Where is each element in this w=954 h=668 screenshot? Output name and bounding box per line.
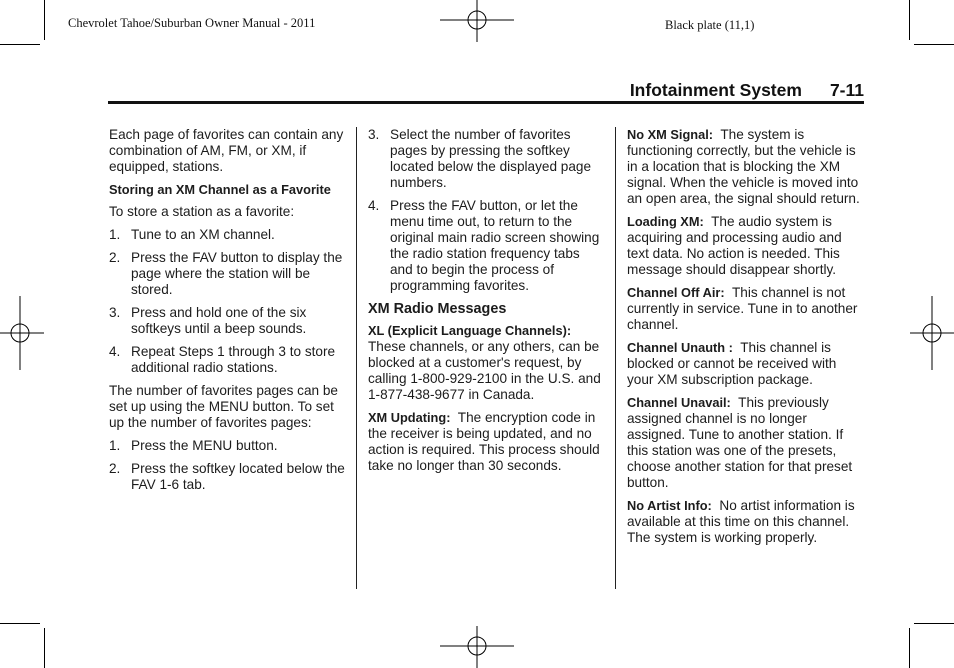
message-label: XM Updating: <box>368 410 451 425</box>
message-text: The audio system is acquiring and processing audio and text data. No action is needed. This message should disappear shortly. <box>627 214 842 277</box>
list-item <box>109 305 345 337</box>
message-entry <box>368 410 606 474</box>
registration-mark-left <box>0 296 44 370</box>
step-text: Repeat Steps 1 through 3 to store additional radio stations. <box>131 344 336 375</box>
message-text: The encryption code in the receiver is being updated, and no action is required. This process should take no longer than 30 seconds. <box>368 410 600 473</box>
message-text: No artist information is available at this time on this channel. The system is working properly. <box>627 498 855 545</box>
crop-mark <box>44 0 45 40</box>
step-text: Press the softkey located below the FAV 1-6 tab. <box>131 461 345 492</box>
step-text: Select the number of favorites pages by pressing the softkey located below the displayed page numbers. <box>390 127 592 190</box>
step-number: 2. <box>109 250 121 265</box>
doc-title: Chevrolet Tahoe/Suburban Owner Manual - 2011 <box>68 16 316 30</box>
step-list <box>109 438 345 493</box>
message-entry <box>627 498 865 546</box>
column-2 <box>368 127 606 481</box>
plate-label: Black plate (11,1) <box>665 18 755 32</box>
step-number: 4. <box>368 198 380 213</box>
message-label: No Artist Info: <box>627 498 712 513</box>
list-item <box>109 250 345 298</box>
section-header <box>108 80 864 102</box>
message-entry <box>627 395 865 491</box>
message-entry <box>627 127 865 207</box>
message-text: The system is functioning correctly, but the vehicle is in a location that is blocking the XM signal. When the vehicle is moved into an open area, the signal should return. <box>627 127 860 206</box>
column-1 <box>109 127 345 500</box>
message-text: This previously assigned channel is no longer assigned. Tune to another station. If this station was one of the presets, choose another station for that preset button. <box>627 395 853 490</box>
page-number: 7-11 <box>829 80 864 100</box>
section-title: Infotainment System <box>629 80 802 100</box>
message-entry <box>627 285 865 333</box>
column-3 <box>627 127 865 553</box>
registration-mark-right <box>910 296 954 370</box>
message-label: Channel Off Air: <box>627 285 725 300</box>
list-item <box>368 198 606 294</box>
step-text: Press and hold one of the six softkeys until a beep sounds. <box>131 305 307 336</box>
message-label: Loading XM: <box>627 214 704 229</box>
list-item <box>109 461 345 493</box>
crop-mark <box>909 0 910 40</box>
crop-mark <box>909 628 910 668</box>
step-text: Press the FAV button to display the page where the station will be stored. <box>131 250 343 297</box>
registration-mark-top <box>440 0 514 42</box>
step-text: Tune to an XM channel. <box>131 227 275 242</box>
message-text: This channel is not currently in service. Tune in to another channel. <box>627 285 858 332</box>
step-number: 1. <box>109 438 121 453</box>
crop-mark <box>914 623 954 624</box>
step-list <box>368 127 606 294</box>
step-number: 3. <box>109 305 121 320</box>
message-label: No XM Signal: <box>627 127 714 142</box>
paragraph: To store a station as a favorite: <box>109 204 295 219</box>
crop-mark <box>0 44 40 45</box>
message-text: These channels, or any others, can be blocked at a customer's request, by calling 1-800-929-2100 in the U.S. and 1-877-438-9677 in Canada. <box>368 339 601 402</box>
step-text: Press the MENU button. <box>131 438 278 453</box>
message-label: Channel Unavail: <box>627 395 731 410</box>
column-divider <box>356 127 357 589</box>
crop-mark <box>44 628 45 668</box>
list-item <box>109 227 345 243</box>
section-heading: XM Radio Messages <box>368 301 507 317</box>
list-item <box>109 344 345 376</box>
crop-mark <box>914 44 954 45</box>
list-item <box>109 438 345 454</box>
step-number: 2. <box>109 461 121 476</box>
message-label: Channel Unauth : <box>627 340 733 355</box>
step-number: 1. <box>109 227 121 242</box>
message-entry <box>368 323 606 403</box>
message-entry <box>627 340 865 388</box>
step-text: Press the FAV button, or let the menu time out, to return to the original main radio screen showing the radio station frequency tabs and to begin the process of programming favorites. <box>390 198 600 293</box>
column-divider <box>615 127 616 589</box>
registration-mark-bottom <box>440 626 514 668</box>
step-list <box>109 227 345 376</box>
paragraph: The number of favorites pages can be set up using the MENU button. To set up the number of favorites pages: <box>109 383 338 430</box>
paragraph: Each page of favorites can contain any combination of AM, FM, or XM, if equipped, stations. <box>109 127 344 174</box>
message-label: XL (Explicit Language Channels): <box>368 323 572 338</box>
crop-mark <box>0 623 40 624</box>
step-number: 4. <box>109 344 121 359</box>
message-entry <box>627 214 865 278</box>
subheading: Storing an XM Channel as a Favorite <box>109 182 331 197</box>
message-text: This channel is blocked or cannot be received with your XM subscription package. <box>627 340 837 387</box>
step-number: 3. <box>368 127 380 142</box>
header-rule <box>108 101 864 104</box>
list-item <box>368 127 606 191</box>
